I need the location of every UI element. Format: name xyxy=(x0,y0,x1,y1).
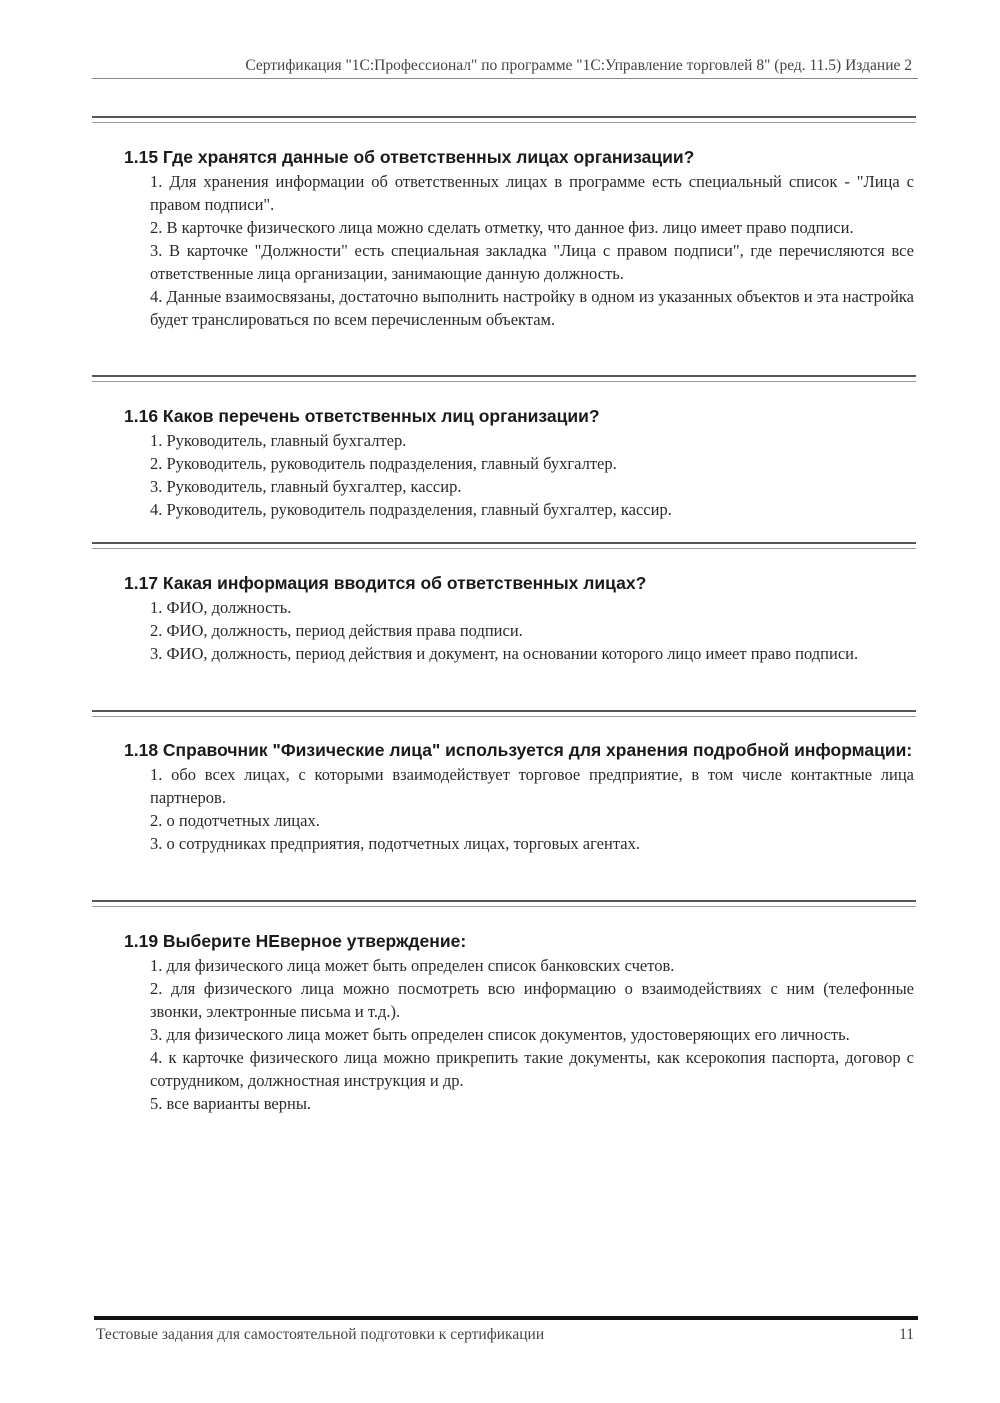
answer-option: 1. ФИО, должность. xyxy=(150,598,292,617)
question-title: 1.15 Где хранятся данные об ответственных лицах организации? xyxy=(124,147,695,167)
answer-option: 3. В карточке "Должности" есть специальная закладка "Лица с правом подписи", где перечисляются все ответственные лица организации, занимающие данную должность. xyxy=(150,241,914,283)
answer-option: 4. Руководитель, руководитель подразделения, главный бухгалтер, кассир. xyxy=(150,500,672,519)
question-1-18 xyxy=(124,739,914,855)
footer-rule xyxy=(94,1316,918,1320)
section-divider xyxy=(92,900,916,907)
running-footer: Тестовые задания для самостоятельной подготовки к сертификации xyxy=(96,1326,545,1343)
answer-option: 2. о подотчетных лицах. xyxy=(150,811,320,830)
page-number: 11 xyxy=(899,1326,914,1343)
question-title: 1.16 Каков перечень ответственных лиц организации? xyxy=(124,406,600,426)
answer-option: 4. Данные взаимосвязаны, достаточно выполнить настройку в одном из указанных объектов и эта настройка будет транслироваться по всем перечисленным объектам. xyxy=(150,287,914,329)
section-divider xyxy=(92,542,916,549)
answer-option: 2. ФИО, должность, период действия права подписи. xyxy=(150,621,523,640)
question-title: 1.18 Справочник "Физические лица" используется для хранения подробной информации: xyxy=(124,740,913,760)
answer-option: 1. Для хранения информации об ответственных лицах в программе есть специальный список - "Лица с правом подписи". xyxy=(150,172,914,214)
header-rule xyxy=(92,78,918,79)
answer-option: 3. ФИО, должность, период действия и документ, на основании которого лицо имеет право подписи. xyxy=(150,644,859,663)
question-1-15 xyxy=(124,146,914,331)
answer-option: 1. для физического лица может быть определен список банковских счетов. xyxy=(150,956,675,975)
answer-option: 3. о сотрудниках предприятия, подотчетных лицах, торговых агентах. xyxy=(150,834,640,853)
answer-option: 1. обо всех лицах, с которыми взаимодействует торговое предприятие, в том числе контактные лица партнеров. xyxy=(150,765,914,807)
running-header: Сертификация "1С:Профессионал" по программе "1С:Управление торговлей 8" (ред. 11.5) Издание 2 xyxy=(245,57,912,74)
answer-option: 1. Руководитель, главный бухгалтер. xyxy=(150,431,407,450)
answer-option: 4. к карточке физического лица можно прикрепить такие документы, как ксерокопия паспорта, договор с сотрудником, должностная инструкция и др. xyxy=(150,1048,914,1090)
answer-option: 3. для физического лица может быть определен список документов, удостоверяющих его личность. xyxy=(150,1025,850,1044)
section-divider xyxy=(92,375,916,382)
section-divider xyxy=(92,116,916,123)
question-title: 1.17 Какая информация вводится об ответственных лицах? xyxy=(124,573,647,593)
section-divider xyxy=(92,710,916,717)
answer-option: 2. В карточке физического лица можно сделать отметку, что данное физ. лицо имеет право подписи. xyxy=(150,218,854,237)
question-1-16 xyxy=(124,405,914,521)
question-1-17 xyxy=(124,572,914,665)
answer-option: 2. Руководитель, руководитель подразделения, главный бухгалтер. xyxy=(150,454,617,473)
question-title: 1.19 Выберите НЕверное утверждение: xyxy=(124,931,467,951)
answer-option: 5. все варианты верны. xyxy=(150,1094,312,1113)
question-1-19 xyxy=(124,930,914,1115)
answer-option: 3. Руководитель, главный бухгалтер, кассир. xyxy=(150,477,462,496)
answer-option: 2. для физического лица можно посмотреть всю информацию о взаимодействиях с ним (телефонные звонки, электронные письма и т.д.). xyxy=(150,979,914,1021)
